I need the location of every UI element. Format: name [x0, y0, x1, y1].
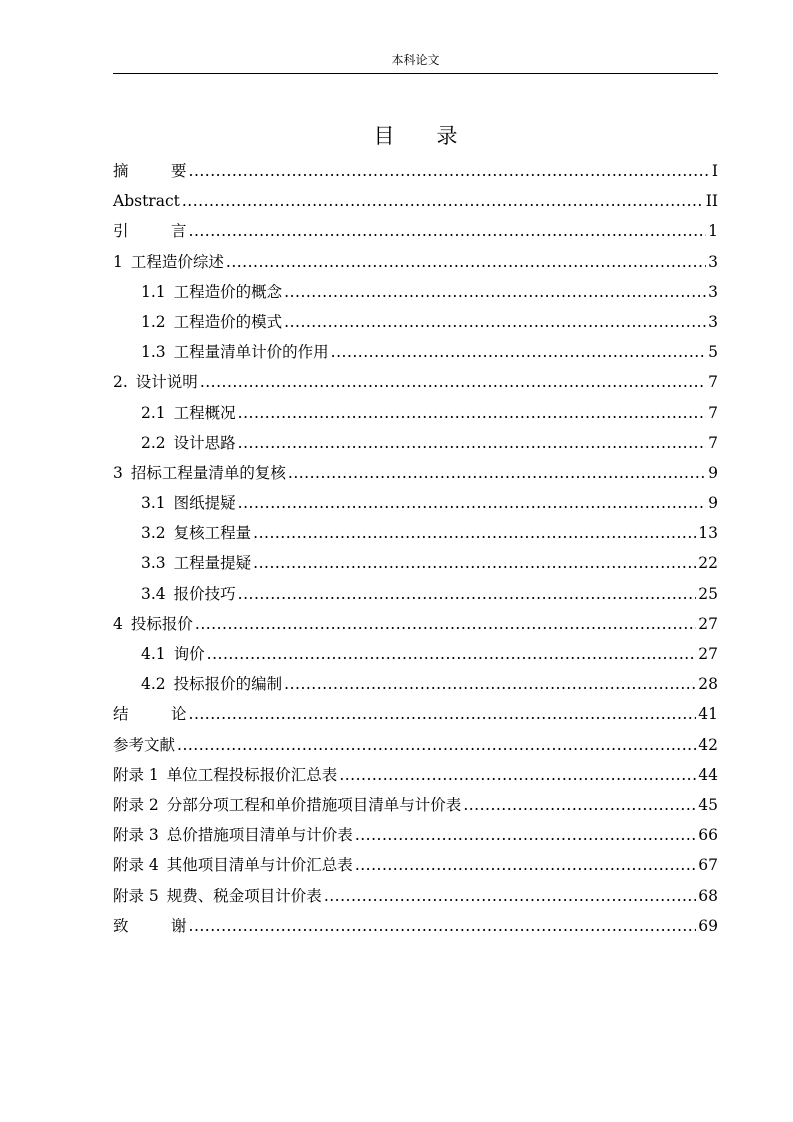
toc-leader-dots — [238, 428, 706, 458]
toc-entry-text: 工程造价的概念 — [173, 282, 283, 301]
toc-entry-text: 单位工程投标报价汇总表 — [166, 765, 338, 784]
toc-leader-dots — [463, 790, 696, 820]
toc-entry-number: 4.1 — [141, 645, 166, 663]
toc-entry-number: 2. — [113, 373, 128, 392]
toc-entry-page: 1 — [708, 222, 718, 241]
toc-entry-number: 附录 2 — [113, 795, 159, 814]
toc-entry-text: 询价 — [173, 645, 205, 663]
toc-entry-page: 69 — [698, 916, 718, 935]
toc-entry-page: 5 — [708, 343, 718, 362]
toc-entry-page: 3 — [708, 252, 718, 271]
toc-entry[interactable] — [113, 760, 718, 790]
toc-entry[interactable] — [113, 820, 718, 850]
toc-entry[interactable] — [113, 186, 718, 216]
toc-entry-number: 2.2 — [141, 433, 166, 452]
toc-entry[interactable] — [113, 156, 718, 186]
toc-entry-number: 4 — [113, 614, 123, 633]
toc-leader-dots — [253, 518, 696, 548]
toc-entry[interactable] — [113, 609, 718, 639]
toc-entry-label — [141, 337, 329, 367]
toc-leader-dots — [331, 337, 706, 367]
toc-entry[interactable] — [113, 458, 718, 488]
toc-entry-label — [141, 398, 236, 428]
toc-title — [113, 122, 718, 150]
toc-entry-page: I — [711, 162, 718, 180]
toc-entry-char: 谢 — [171, 916, 187, 935]
toc-entry[interactable] — [113, 911, 718, 941]
toc-entry-number: 附录 3 — [113, 826, 159, 845]
toc-leader-dots — [284, 277, 706, 307]
toc-entry-page: 7 — [708, 403, 718, 422]
toc-entry-number: 1.1 — [141, 282, 166, 301]
toc-entry-text: 工程造价综述 — [130, 252, 224, 271]
toc-entry-label — [141, 307, 282, 337]
toc-entry-text: 招标工程量清单的复核 — [130, 463, 286, 482]
toc-entry[interactable] — [113, 699, 718, 729]
toc-entry[interactable] — [113, 639, 718, 669]
toc-entry-number: 1.3 — [141, 343, 166, 362]
toc-entry-char: 论 — [171, 705, 187, 724]
toc-entry-number: 附录 4 — [113, 856, 159, 875]
toc-leader-dots — [189, 911, 697, 941]
toc-entry-number: 1 — [113, 252, 123, 271]
toc-entry-label — [113, 609, 193, 639]
toc-leader-dots — [189, 156, 710, 186]
toc-entry-text: 投标报价的编制 — [173, 675, 283, 694]
toc-leader-dots — [226, 247, 706, 277]
header-rule — [113, 73, 718, 74]
toc-entry-char: 言 — [171, 222, 187, 241]
toc-entry-label — [113, 699, 187, 729]
toc-entry-label — [113, 820, 353, 850]
toc-leader-dots — [339, 760, 696, 790]
toc-leader-dots — [177, 730, 696, 760]
toc-entry-page: 41 — [698, 705, 718, 724]
toc-entry[interactable] — [113, 488, 718, 518]
toc-entry-char: 结 — [113, 705, 129, 724]
toc-leader-dots — [182, 186, 704, 216]
toc-entry-label — [141, 548, 251, 578]
toc-entry-page: 13 — [698, 524, 718, 543]
toc-entry-number: 附录 1 — [113, 765, 159, 784]
toc-leader-dots — [195, 609, 696, 639]
toc-entry-text: 工程量清单计价的作用 — [173, 343, 329, 362]
toc-title-char-2: 录 — [436, 124, 458, 148]
toc-entry-page: 27 — [698, 645, 718, 663]
toc-entry-page: 68 — [698, 886, 718, 905]
toc-entry-page: 28 — [698, 675, 718, 694]
toc-entry[interactable] — [113, 247, 718, 277]
toc-entry-text: 设计说明 — [135, 373, 198, 392]
toc-entry-number: 3.4 — [141, 584, 166, 603]
toc-entry-text: 投标报价 — [130, 614, 193, 633]
toc-entry-label — [113, 156, 187, 186]
toc-entry-page: 66 — [698, 826, 718, 845]
toc-leader-dots — [207, 639, 697, 669]
toc-entry-page: 25 — [698, 584, 718, 603]
toc-entry-label — [113, 247, 224, 277]
toc-entry-label — [141, 669, 282, 699]
toc-entry[interactable] — [113, 730, 718, 760]
toc-entry-number: 4.2 — [141, 675, 166, 694]
toc-entry-char: 要 — [171, 162, 187, 180]
toc-entry-char: 致 — [113, 916, 129, 935]
toc-entry[interactable] — [113, 428, 718, 458]
toc-entry[interactable] — [113, 367, 718, 397]
toc-entry-number: 附录 5 — [113, 886, 159, 905]
toc-entry[interactable] — [113, 548, 718, 578]
toc-entry-page: 22 — [698, 554, 718, 573]
toc-entry[interactable] — [113, 307, 718, 337]
toc-entry-label — [141, 488, 236, 518]
toc-entry-label — [113, 367, 198, 397]
toc-entry-text: 参考文献 — [113, 735, 176, 754]
toc-leader-dots — [189, 216, 707, 246]
toc-entry[interactable] — [113, 669, 718, 699]
toc-entry-text: 报价技巧 — [173, 584, 236, 603]
toc-title-char-1: 目 — [373, 124, 395, 148]
toc-entry-text: 总价措施项目清单与计价表 — [166, 826, 353, 845]
toc-entry-page: 7 — [708, 433, 718, 452]
toc-entry-page: 44 — [698, 765, 718, 784]
toc-leader-dots — [284, 669, 696, 699]
toc-entry-text: 规费、税金项目计价表 — [166, 886, 322, 905]
toc-entry-number: 3.3 — [141, 554, 166, 573]
toc-leader-dots — [284, 307, 706, 337]
toc-entry[interactable] — [113, 518, 718, 548]
toc-entry-number: 3.2 — [141, 524, 166, 543]
toc-entry-page: 27 — [698, 614, 718, 633]
toc-entry[interactable] — [113, 790, 718, 820]
toc-entry-text: 图纸提疑 — [173, 494, 236, 513]
toc-leader-dots — [238, 488, 706, 518]
toc-entry-text: 设计思路 — [173, 433, 236, 452]
toc-entry[interactable] — [113, 850, 718, 880]
toc-leader-dots — [324, 881, 696, 911]
toc-entry-number: 1.2 — [141, 312, 166, 331]
toc-leader-dots — [288, 458, 706, 488]
toc-list — [113, 156, 718, 941]
toc-entry[interactable] — [113, 579, 718, 609]
toc-entry-number: 3.1 — [141, 494, 166, 513]
toc-entry[interactable] — [113, 337, 718, 367]
toc-entry-label — [141, 518, 251, 548]
toc-entry-label — [113, 216, 187, 246]
toc-entry-label — [141, 277, 282, 307]
toc-entry-label — [113, 458, 286, 488]
toc-entry-page: II — [705, 192, 718, 211]
toc-entry[interactable] — [113, 881, 718, 911]
toc-entry-page: 9 — [708, 463, 718, 482]
page-header: 本科论文 — [391, 53, 440, 67]
toc-entry-page: 45 — [698, 795, 718, 814]
toc-entry[interactable] — [113, 398, 718, 428]
toc-entry-page: 3 — [708, 282, 718, 301]
toc-entry-page: 42 — [698, 735, 718, 754]
toc-entry-page: 9 — [708, 494, 718, 513]
toc-entry[interactable] — [113, 277, 718, 307]
toc-entry-label — [113, 850, 353, 880]
toc-entry-text: 工程概况 — [173, 403, 236, 422]
toc-entry-char: 引 — [113, 222, 129, 241]
toc-leader-dots — [238, 579, 697, 609]
toc-entry-text: 其他项目清单与计价汇总表 — [166, 856, 353, 875]
toc-entry-page: 7 — [708, 373, 718, 392]
toc-entry-label — [113, 186, 180, 216]
toc-leader-dots — [238, 398, 706, 428]
toc-entry-label — [141, 579, 236, 609]
toc-entry-page: 67 — [698, 856, 718, 875]
toc-entry-char: 摘 — [113, 162, 129, 180]
toc-entry-number: 2.1 — [141, 403, 166, 422]
toc-entry[interactable] — [113, 216, 718, 246]
toc-entry-number: 3 — [113, 463, 123, 482]
toc-leader-dots — [355, 850, 696, 880]
toc-entry-label — [141, 428, 236, 458]
toc-leader-dots — [355, 820, 696, 850]
toc-leader-dots — [200, 367, 706, 397]
toc-entry-label — [113, 911, 187, 941]
toc-entry-text: Abstract — [113, 192, 180, 211]
toc-leader-dots — [189, 699, 697, 729]
toc-entry-label — [113, 730, 175, 760]
toc-entry-label — [113, 760, 337, 790]
toc-entry-text: 分部分项工程和单价措施项目清单与计价表 — [166, 795, 462, 814]
toc-entry-label — [141, 639, 205, 669]
toc-leader-dots — [253, 548, 696, 578]
toc-entry-text: 工程量提疑 — [173, 554, 252, 573]
toc-entry-page: 3 — [708, 312, 718, 331]
toc-entry-label — [113, 881, 322, 911]
toc-entry-text: 复核工程量 — [173, 524, 252, 543]
toc-entry-text: 工程造价的模式 — [173, 312, 283, 331]
toc-entry-label — [113, 790, 461, 820]
